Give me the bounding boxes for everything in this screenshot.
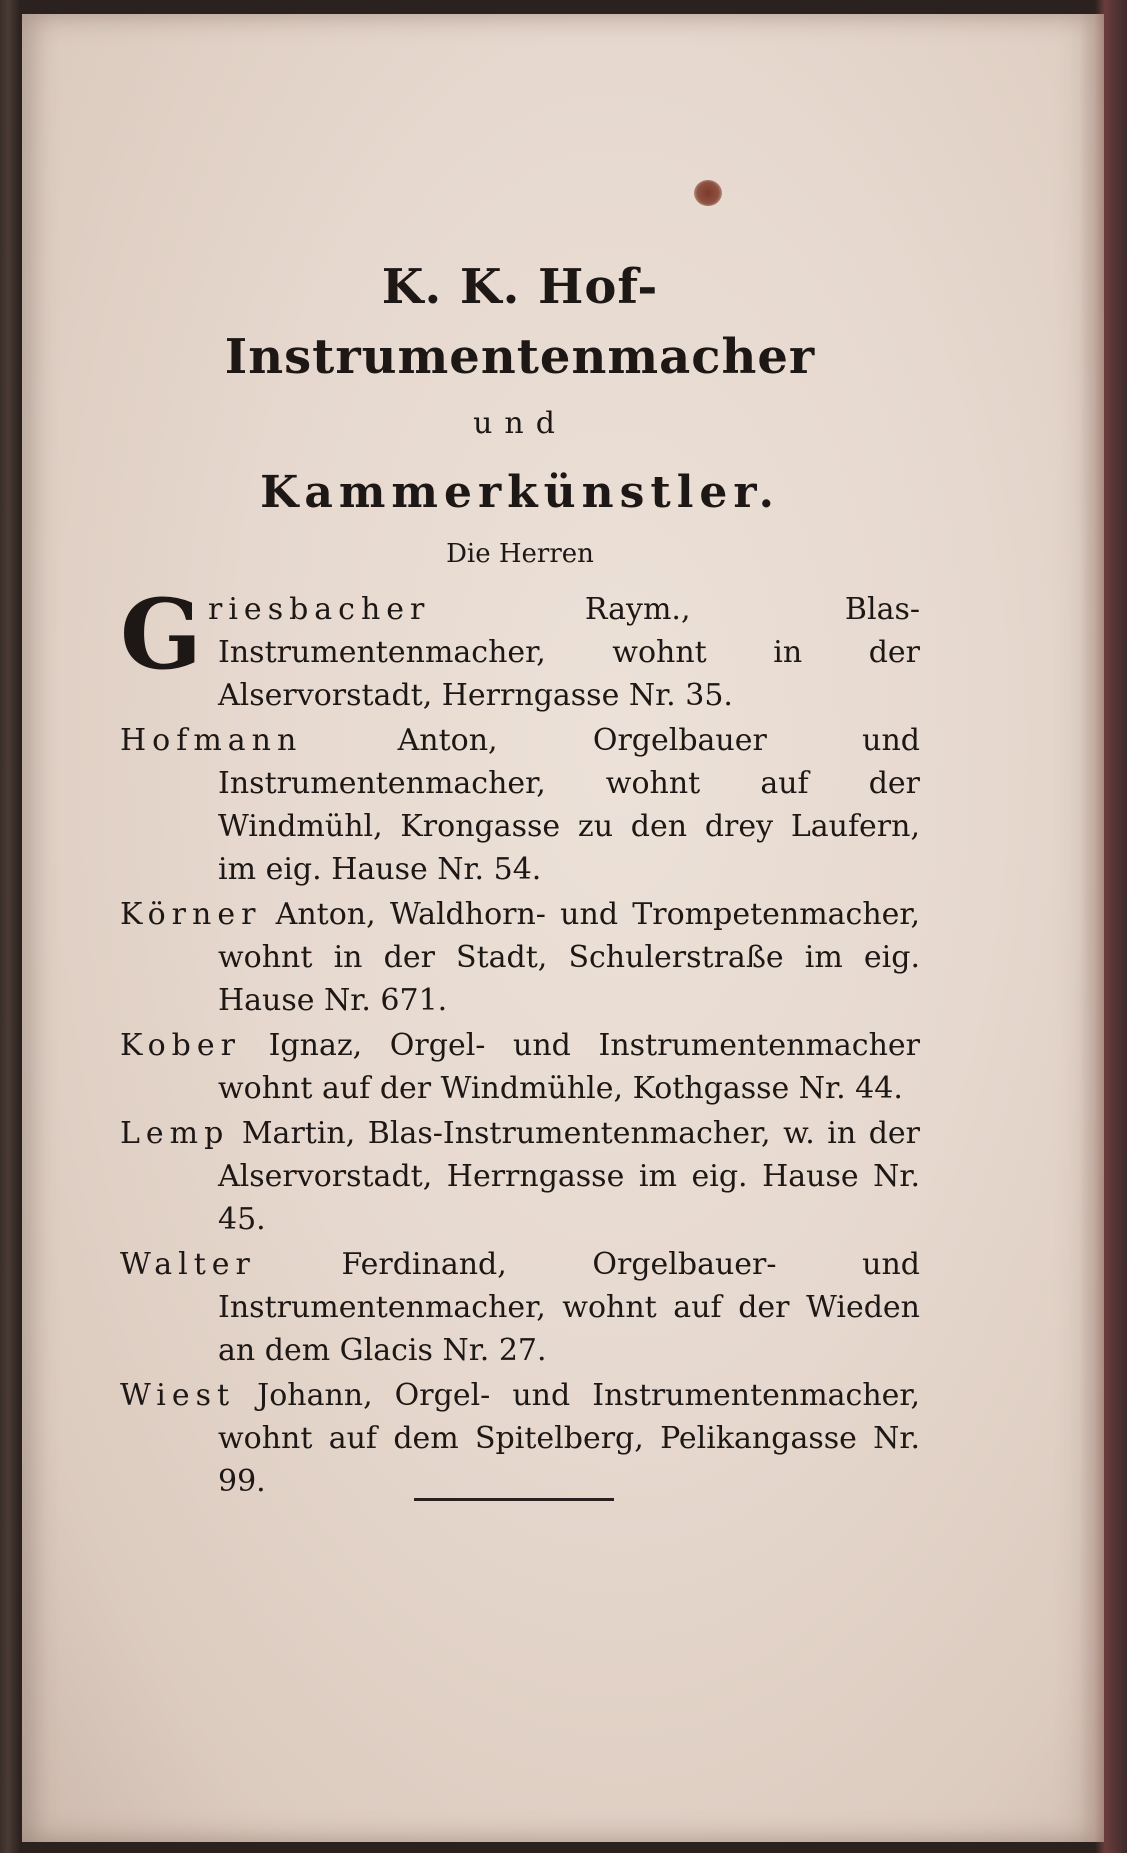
entry-surname: Walter — [120, 1247, 256, 1282]
entry-surname: Lemp — [120, 1116, 230, 1151]
list-item — [120, 1374, 920, 1503]
instrument-maker-list — [120, 578, 920, 1503]
entry-details: Anton, Orgelbauer und Instrumentenmacher, wohnt auf der Windmühl, Krongasse zu den drey Laufern, im eig. Hause Nr. 54. — [218, 723, 920, 887]
entry-details: Anton, Waldhorn- und Trompetenmacher, wohnt in der Stadt, Schulerstraße im eig. Hause Nr. 671. — [218, 897, 920, 1018]
entry-surname: Wiest — [120, 1378, 236, 1413]
list-item — [120, 719, 920, 891]
entry-details: Martin, Blas-Instrumentenmacher, w. in der Alservorstadt, Herrngasse im eig. Hause Nr. 45. — [218, 1116, 920, 1237]
page-content — [120, 252, 920, 1505]
entry-details: Johann, Orgel- und Instrumentenmacher, wohnt auf dem Spitelberg, Pelikangasse Nr. 99. — [218, 1378, 920, 1499]
list-item — [120, 1024, 920, 1110]
list-item — [120, 1243, 920, 1372]
entry-surname: riesbacher — [208, 592, 431, 627]
list-item — [120, 578, 920, 717]
entry-surname: Kober — [120, 1028, 241, 1063]
salutation: Die Herren — [446, 539, 594, 569]
entry-details: Ferdinand, Orgelbauer- und Instrumentenmacher, wohnt auf der Wieden an dem Glacis Nr. 27. — [218, 1247, 920, 1368]
entry-details: Raym., Blas-Instrumentenmacher, wohnt in der Alservorstadt, Herrngasse Nr. 35. — [218, 592, 920, 713]
entry-details: Ignaz, Orgel- und Instrumentenmacher wohnt auf der Windmühle, Kothgasse Nr. 44. — [218, 1028, 920, 1106]
page-subtitle: Kammerkünstler. — [260, 467, 780, 518]
page-edge — [1080, 14, 1104, 1842]
ink-stain — [694, 180, 722, 206]
drop-cap: G — [120, 578, 202, 691]
title-conjunction: und — [473, 406, 567, 441]
list-item — [120, 893, 920, 1022]
entry-surname: Hofmann — [120, 723, 303, 758]
list-item — [120, 1112, 920, 1241]
entry-surname: Körner — [120, 897, 262, 932]
page-title: K. K. Hof-Instrumentenmacher — [224, 259, 816, 385]
closing-rule — [414, 1498, 614, 1501]
